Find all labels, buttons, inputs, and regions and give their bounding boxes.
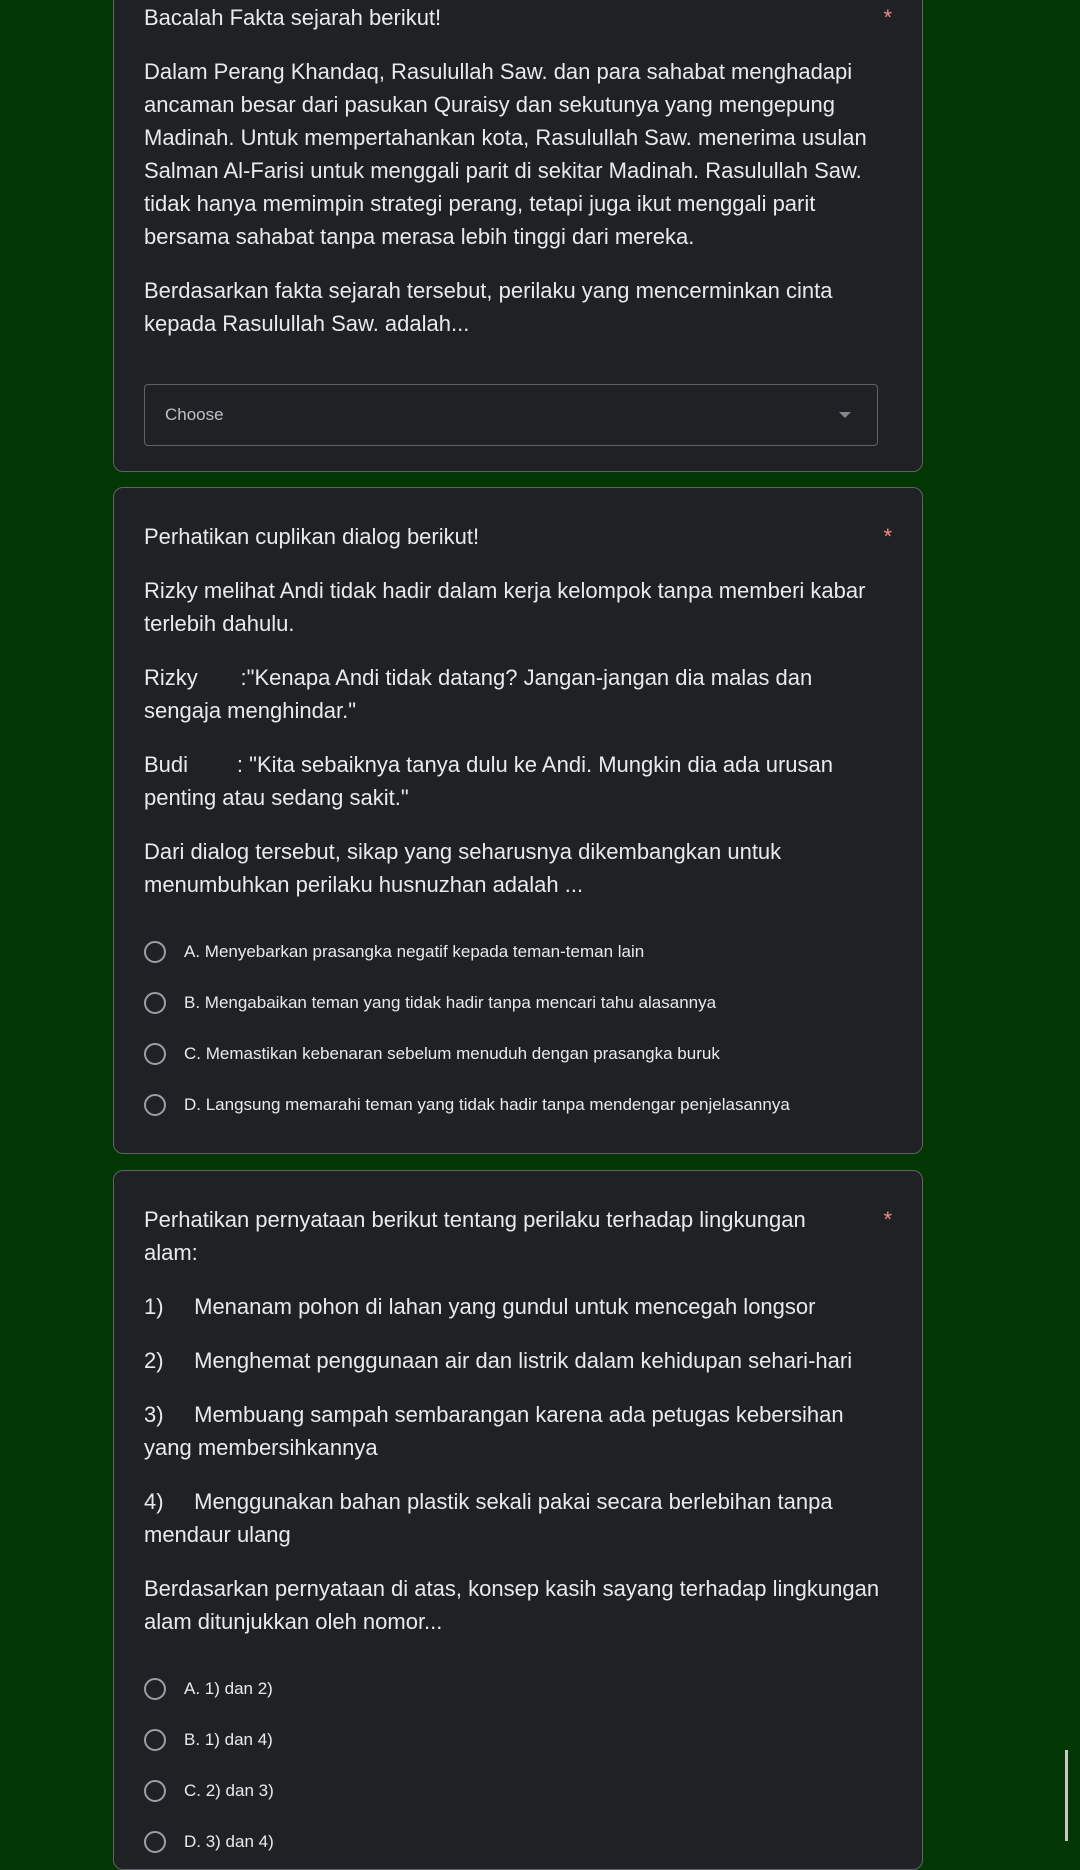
question-title <box>144 1203 892 1269</box>
required-asterisk: * <box>883 5 892 30</box>
radio-circle[interactable] <box>144 1094 166 1116</box>
required-asterisk: * <box>883 524 892 549</box>
question-title-text: Perhatikan pernyataan berikut tentang perilaku terhadap lingkungan alam: <box>144 1207 806 1265</box>
option-label: B. Mengabaikan teman yang tidak hadir tanpa mencari tahu alasannya <box>184 992 717 1012</box>
option-label: C. Memastikan kebenaran sebelum menuduh dengan prasangka buruk <box>184 1043 720 1063</box>
answer-dropdown[interactable] <box>144 384 878 446</box>
question-card-3 <box>113 1170 923 1870</box>
dropdown-placeholder: Choose <box>165 405 224 424</box>
question-card-1 <box>113 0 923 472</box>
statement-3: 3) Membuang sampah sembarangan karena ada petugas kebersihan yang membersihkannya <box>144 1402 850 1460</box>
question-title-text: Perhatikan cuplikan dialog berikut! <box>144 524 480 549</box>
option-label: A. 1) dan 2) <box>184 1678 273 1698</box>
option-label: B. 1) dan 4) <box>184 1729 273 1749</box>
radio-option-b[interactable] <box>144 1714 892 1765</box>
question-title-text: Bacalah Fakta sejarah berikut! <box>144 5 442 30</box>
radio-circle[interactable] <box>144 992 166 1014</box>
dialog-line-budi: Budi : "Kita sebaiknya tanya dulu ke Andi. Mungkin dia ada urusan penting atau sedang sakit." <box>144 752 840 810</box>
dropdown-arrow-icon <box>839 412 851 418</box>
radio-option-a[interactable] <box>144 1663 892 1714</box>
statement-2: 2) Menghemat penggunaan air dan listrik dalam kehidupan sehari-hari <box>144 1348 853 1373</box>
radio-option-c[interactable] <box>144 1765 892 1816</box>
question-title <box>144 520 892 553</box>
option-label: D. Langsung memarahi teman yang tidak hadir tanpa mendengar penjelasannya <box>184 1094 790 1114</box>
question-paragraph: Berdasarkan fakta sejarah tersebut, perilaku yang mencerminkan cinta kepada Rasulullah Saw. adalah... <box>144 278 833 336</box>
required-asterisk: * <box>883 1207 892 1232</box>
question-card-2 <box>113 487 923 1154</box>
radio-option-d[interactable] <box>144 1079 892 1130</box>
page-scrollbar[interactable] <box>1065 1750 1068 1841</box>
radio-circle[interactable] <box>144 1831 166 1853</box>
dialog-line-rizky: Rizky :"Kenapa Andi tidak datang? Jangan-jangan dia malas dan sengaja menghindar." <box>144 665 819 723</box>
option-label: C. 2) dan 3) <box>184 1780 274 1800</box>
radio-circle[interactable] <box>144 941 166 963</box>
radio-circle[interactable] <box>144 1729 166 1751</box>
question-paragraph: Berdasarkan pernyataan di atas, konsep kasih sayang terhadap lingkungan alam ditunjukkan oleh nomor... <box>144 1576 880 1634</box>
radio-circle[interactable] <box>144 1780 166 1802</box>
option-label: A. Menyebarkan prasangka negatif kepada teman-teman lain <box>184 941 645 961</box>
statement-1: 1) Menanam pohon di lahan yang gundul untuk mencegah longsor <box>144 1294 816 1319</box>
radio-option-b[interactable] <box>144 977 892 1028</box>
statement-4: 4) Menggunakan bahan plastik sekali pakai secara berlebihan tanpa mendaur ulang <box>144 1489 839 1547</box>
option-label: D. 3) dan 4) <box>184 1831 274 1851</box>
radio-option-d[interactable] <box>144 1816 892 1867</box>
radio-option-c[interactable] <box>144 1028 892 1079</box>
radio-circle[interactable] <box>144 1678 166 1700</box>
question-paragraph: Dari dialog tersebut, sikap yang seharusnya dikembangkan untuk menumbuhkan perilaku husnuzhan adalah ... <box>144 839 782 897</box>
question-title <box>144 1 892 34</box>
question-paragraph: Rizky melihat Andi tidak hadir dalam kerja kelompok tanpa memberi kabar terlebih dahulu. <box>144 578 866 636</box>
question-paragraph: Dalam Perang Khandaq, Rasulullah Saw. dan para sahabat menghadapi ancaman besar dari pasukan Quraisy dan sekutunya yang mengepung Madinah. Untuk mempertahankan kota, Rasulullah Saw. menerima usulan Salman Al-Farisi untuk menggali parit di sekitar Madinah. Rasulullah Saw. tidak hanya memimpin strategi perang, tetapi juga ikut menggali parit bersama sahabat tanpa merasa lebih tinggi dari mereka. <box>144 59 867 249</box>
radio-circle[interactable] <box>144 1043 166 1065</box>
radio-option-a[interactable] <box>144 926 892 977</box>
